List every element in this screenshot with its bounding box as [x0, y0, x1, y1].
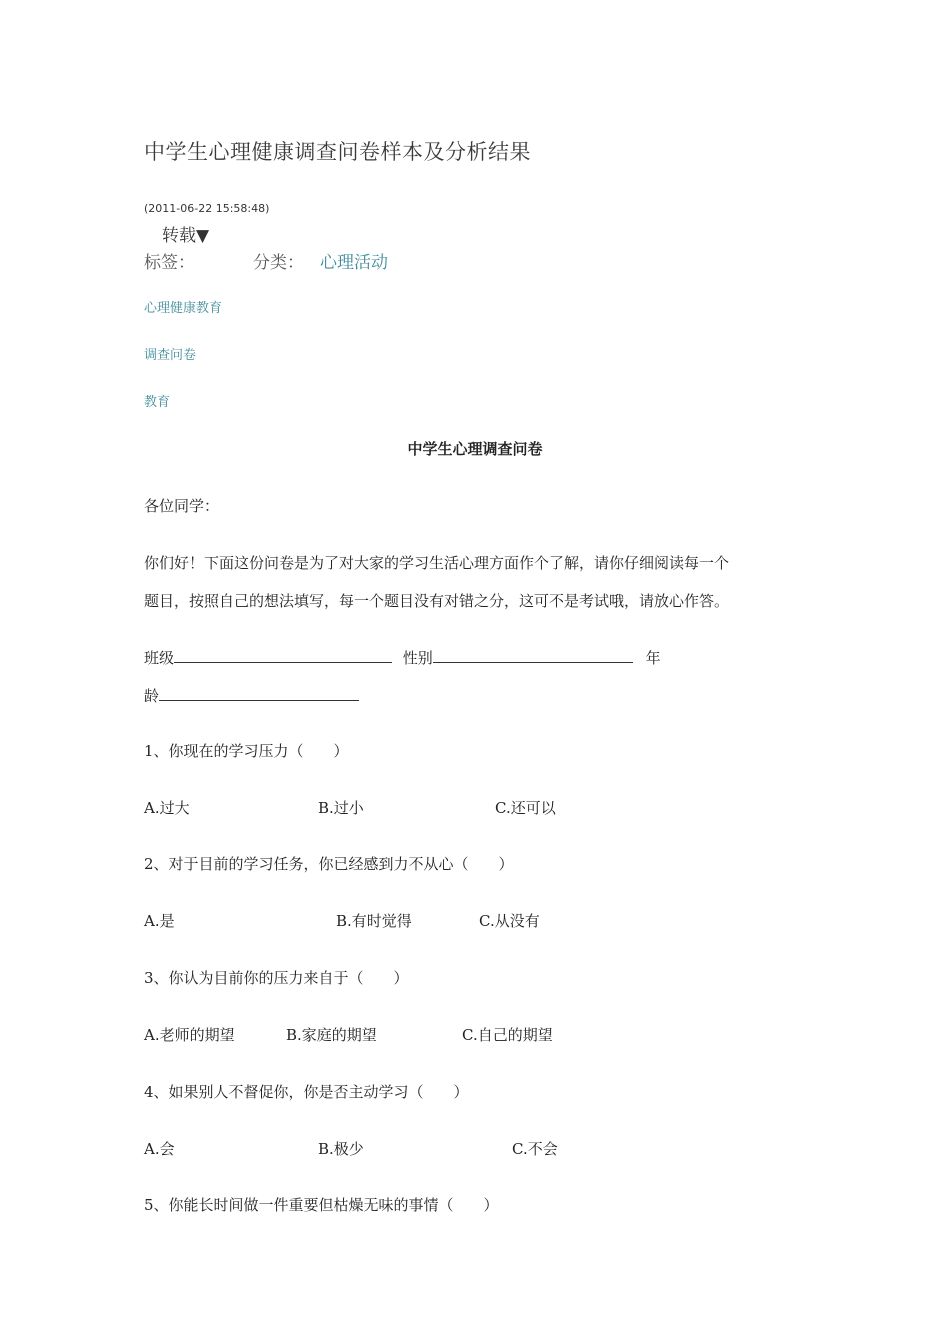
category-label: 分类：	[253, 253, 304, 273]
option[interactable]: C.还可以	[495, 799, 556, 817]
option[interactable]: C.自己的期望	[462, 1026, 553, 1044]
class-field[interactable]	[174, 646, 392, 663]
article-title: 中学生心理健康调查问卷样本及分析结果	[144, 140, 531, 164]
post-timestamp: (2011-06-22 15:58:48)	[144, 202, 270, 215]
question: 1、你现在的学习压力（ ）	[144, 742, 349, 760]
gender-label: 性别	[402, 649, 433, 667]
intro-line: 你们好！下面这份问卷是为了对大家的学习生活心理方面作个了解，请你仔细阅读每一个	[144, 554, 730, 572]
question: 2、对于目前的学习任务，你已经感到力不从心（ ）	[144, 855, 514, 873]
question: 4、如果别人不督促你，你是否主动学习（ ）	[144, 1083, 469, 1101]
age-label-part: 年	[645, 649, 661, 667]
option[interactable]: B.家庭的期望	[286, 1026, 377, 1044]
option[interactable]: B.极少	[318, 1140, 364, 1158]
intro-line: 题目，按照自己的想法填写，每一个题目没有对错之分，这可不是考试哦，请放心作答。	[144, 592, 730, 610]
repost-dropdown[interactable]: 转载▼	[162, 226, 210, 246]
option[interactable]: B.过小	[318, 799, 364, 817]
age-row	[144, 684, 359, 706]
question: 5、你能长时间做一件重要但枯燥无味的事情（ ）	[144, 1196, 499, 1214]
category-link[interactable]: 心理活动	[320, 253, 388, 273]
option[interactable]: A.老师的期望	[144, 1026, 235, 1044]
age-label-part: 龄	[144, 687, 160, 705]
greeting: 各位同学：	[144, 497, 220, 515]
survey-heading: 中学生心理调查问卷	[407, 440, 543, 458]
tags-label: 标签：	[144, 253, 195, 273]
gender-field[interactable]	[433, 646, 633, 663]
tag-link[interactable]: 心理健康教育	[144, 301, 223, 316]
info-fields-row	[144, 646, 661, 668]
question: 3、你认为目前你的压力来自于（ ）	[144, 969, 409, 987]
option[interactable]: A.过大	[144, 799, 190, 817]
option[interactable]: C.从没有	[479, 912, 540, 930]
tag-link[interactable]: 教育	[144, 395, 171, 410]
class-label: 班级	[144, 649, 175, 667]
option[interactable]: C.不会	[512, 1140, 558, 1158]
option[interactable]: A.是	[144, 912, 175, 930]
tag-link[interactable]: 调查问卷	[144, 348, 197, 363]
option[interactable]: A.会	[144, 1140, 175, 1158]
age-field[interactable]	[159, 684, 359, 701]
option[interactable]: B.有时觉得	[336, 912, 412, 930]
